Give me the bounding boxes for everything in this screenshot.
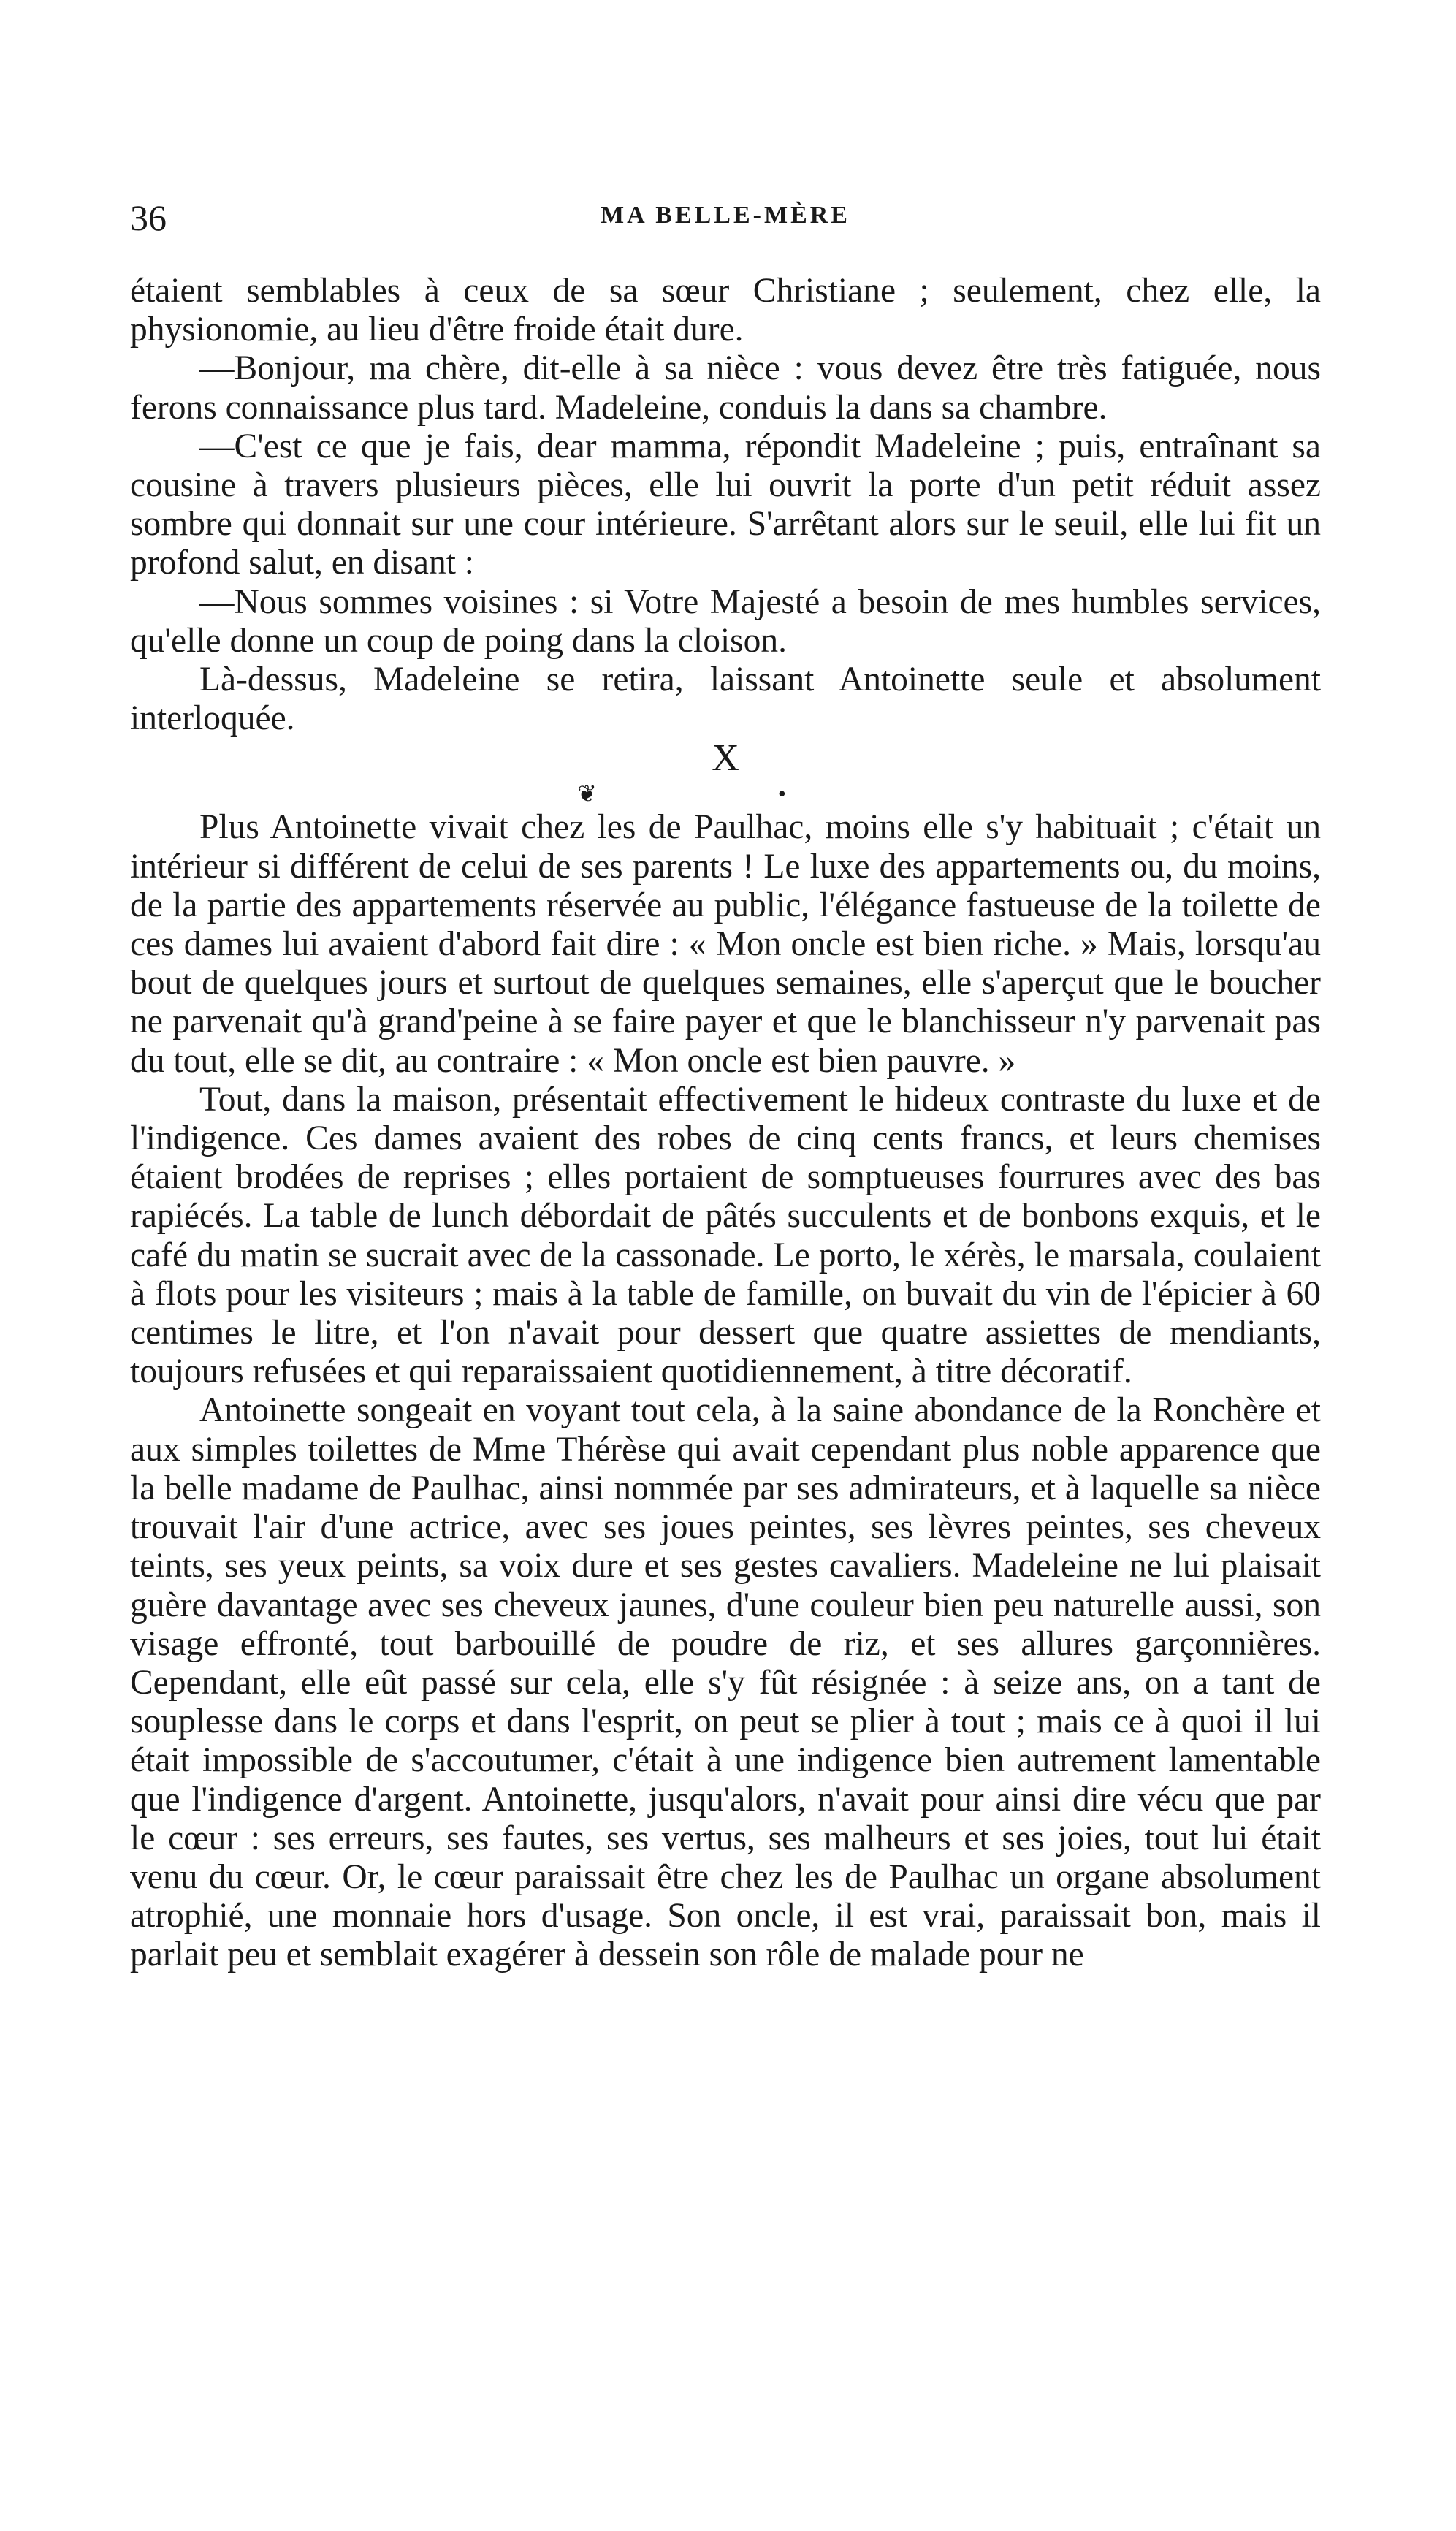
paragraph: étaient semblables à ceux de sa sœur Christiane ; seulement, chez elle, la physionomie, au lieu d'être froide était dure. <box>130 272 1321 349</box>
body-text <box>130 272 1321 1975</box>
page-number: 36 <box>130 197 167 238</box>
paragraph: Plus Antoinette vivait chez les de Paulhac, moins elle s'y habituait ; c'était un intérieur si différent de celui de ses parents ! Le luxe des appartements ou, du moins, de la partie des appartements réservée au public, l'élégance fastueuse de la toilette de ces dames lui avaient d'abord fait dire : « Mon oncle est bien riche. » Mais, lorsqu'au bout de quelques jours et surtout de quelques semaines, elle s'aperçut que le boucher ne parvenait qu'à grand'peine à se faire payer et que le blanchisseur n'y parvenait pas du tout, elle se dit, au contraire : « Mon oncle est bien pauvre. » <box>130 808 1321 1080</box>
page-header <box>130 196 1321 247</box>
running-head: MA BELLE-MÈRE <box>601 202 850 229</box>
paragraph: Là-dessus, Madeleine se retira, laissant Antoinette seule et absolument interloquée. <box>130 661 1321 738</box>
paragraph: —Nous sommes voisines : si Votre Majesté a besoin de mes humbles services, qu'elle donne un coup de poing dans la cloison. <box>130 582 1321 660</box>
chapter-heading: X <box>712 737 739 780</box>
paragraph: —C'est ce que je fais, dear mamma, répondit Madeleine ; puis, entraînant sa cousine à travers plusieurs pièces, elle lui ouvrit la porte d'un petit réduit assez sombre qui donnait sur une cour intérieure. S'arrêtant alors sur le seuil, elle lui fit un profond salut, en disant : <box>130 427 1321 582</box>
paragraph: Antoinette songeait en voyant tout cela, à la saine abondance de la Ronchère et aux simples toilettes de Mme Thérèse qui avait cependant plus noble apparence que la belle madame de Paulhac, ainsi nommée par ses admirateurs, et à laquelle sa nièce trouvait l'air d'une actrice, avec ses joues peintes, ses lèvres peintes, ses cheveux teints, ses yeux peints, sa voix dure et ses gestes cavaliers. Madeleine ne lui plaisait guère davantage avec ses cheveux jaunes, d'une couleur bien peu naturelle aussi, son visage effronté, tout barbouillé de poudre de riz, et ses allures garçonnières. Cependant, elle eût passé sur cela, elle s'y fût résignée : à seize ans, on a tant de souplesse dans le corps et dans l'esprit, on peut se plier à tout ; mais ce à quoi il lui était impossible de s'accoutumer, c'était à une indigence bien autrement lamentable que l'indigence d'argent. Antoinette, jusqu'alors, n'avait pour ainsi dire vécu que par le cœur : ses erreurs, ses fautes, ses vertus, ses malheurs et ses joies, tout lui était venu du cœur. Or, le cœur paraissait être chez les de Paulhac un organe absolument atrophié, une monnaie hors d'usage. Son oncle, il est vrai, paraissait bon, mais il parlait peu et semblait exagérer à dessein son rôle de malade pour ne <box>130 1391 1321 1974</box>
paragraph: Tout, dans la maison, présentait effectivement le hideux contraste du luxe et de l'indigence. Ces dames avaient des robes de cinq cents francs, et leurs chemises étaient brodées de reprises ; elles portaient de somptueuses fourrures avec des bas rapiécés. La table de lunch débordait de pâtés succulents et de bonbons exquis, et le café du matin se sucrait avec de la cassonade. Le porto, le xérès, le marsala, coulaient à flots pour les visiteurs ; mais à la table de famille, on buvait du vin de l'épicier à 60 centimes le litre, et l'on n'avait pour dessert que quatre assiettes de mendiants, toujours refusées et qui reparaissaient quotidiennement, à titre décoratif. <box>130 1080 1321 1391</box>
ornament-divider: ❦ • <box>576 780 874 807</box>
paragraph: —Bonjour, ma chère, dit-elle à sa nièce : vous devez être très fatiguée, nous ferons connaissance plus tard. Madeleine, conduis la dans sa chambre. <box>130 349 1321 427</box>
